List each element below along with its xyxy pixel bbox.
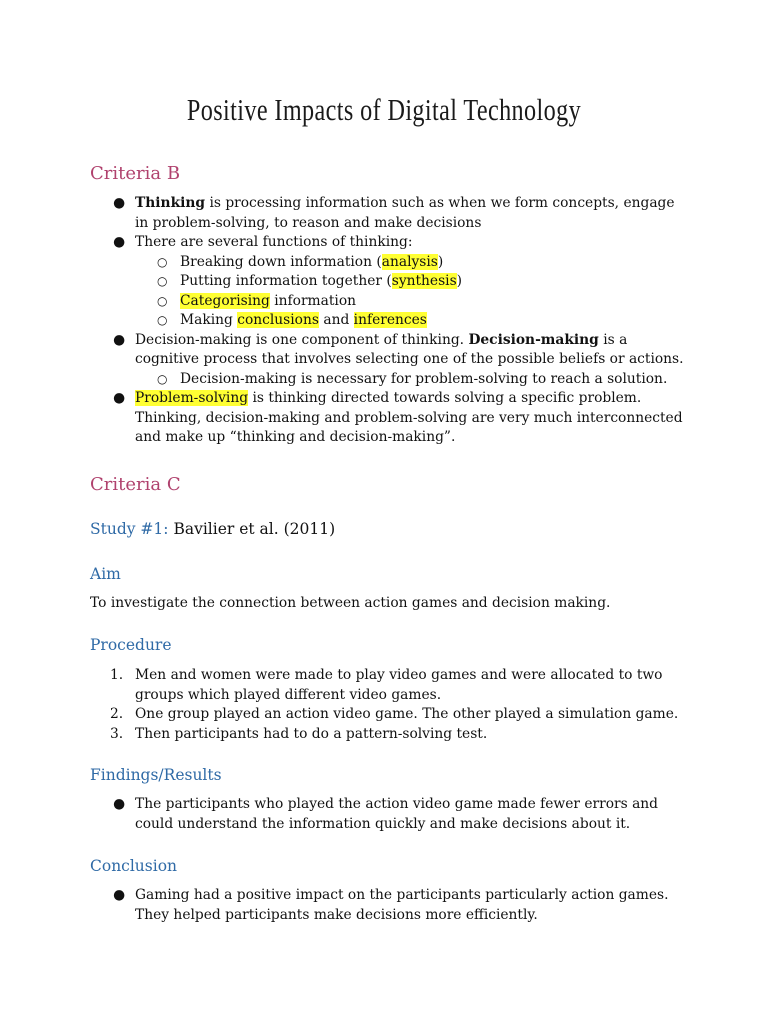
aim-heading: Aim: [90, 565, 121, 583]
study-name: Bavilier et al. (2011): [173, 520, 336, 538]
list-item-text: Decision-making is necessary for problem-solving to reach a solution.: [180, 370, 668, 387]
list-number: 2.: [110, 706, 124, 722]
term-bold: Decision-making: [468, 331, 599, 348]
procedure-list: [90, 666, 690, 744]
conclusion-heading: Conclusion: [90, 857, 178, 875]
bullet-icon: ●: [113, 796, 126, 812]
findings-list: [90, 795, 690, 834]
list-item-text: The participants who played the action video game made fewer errors and could understand the information quickly and make decisions about it.: [135, 796, 659, 832]
sub-list-item: [90, 292, 690, 312]
list-item: [90, 194, 690, 233]
list-item-text: Gaming had a positive impact on the participants particularly action games. They helped participants make decisions more efficiently.: [135, 887, 669, 923]
list-item-text: Then participants had to do a pattern-solving test.: [135, 725, 488, 742]
highlighted-term: Problem-solving: [135, 390, 249, 406]
list-item: [90, 886, 690, 925]
list-item-text: Making: [180, 312, 238, 328]
criteria-c-heading: Criteria C: [90, 474, 181, 495]
list-item: [90, 705, 690, 725]
hollow-bullet-icon: ○: [157, 313, 168, 327]
criteria-b-heading: Criteria B: [90, 163, 181, 184]
list-item: [90, 795, 690, 834]
list-item-text: There are several functions of thinking:: [135, 234, 413, 250]
procedure-heading: Procedure: [90, 636, 172, 654]
list-number: 1.: [110, 667, 124, 683]
hollow-bullet-icon: ○: [157, 274, 168, 288]
list-item-text: ): [437, 253, 444, 270]
list-item: [90, 725, 690, 745]
list-item-text: and: [318, 312, 354, 328]
list-item: [90, 666, 690, 705]
bullet-icon: ●: [113, 331, 126, 348]
study-heading: [90, 520, 335, 538]
criteria-b-list: [90, 194, 690, 448]
study-label: Study #1:: [90, 520, 169, 538]
list-item-text: is processing information such as when we form concepts, engage in problem-solving, to reason and make decisions: [135, 195, 675, 231]
list-item: [90, 331, 690, 370]
term-bold: Thinking: [135, 195, 206, 211]
highlighted-term: synthesis: [391, 273, 457, 289]
hollow-bullet-icon: ○: [157, 254, 168, 269]
sub-list-item: [90, 370, 690, 390]
bullet-icon: ●: [113, 234, 126, 250]
list-item-text: Putting information together (: [180, 273, 392, 289]
page-title: Positive Impacts of Digital Technology: [186, 92, 582, 127]
sub-list-item: [90, 311, 690, 331]
highlighted-term: Categorising: [180, 292, 270, 309]
highlighted-term: conclusions: [237, 312, 319, 328]
highlighted-term: analysis: [381, 253, 438, 270]
list-item-text: information: [269, 292, 357, 309]
list-item-text: Men and women were made to play video games and were allocated to two groups which played different video games.: [135, 667, 663, 703]
sub-list-item: [90, 253, 690, 273]
bullet-icon: ●: [113, 390, 126, 406]
list-item-text: is a cognitive process that involves selecting one of the possible beliefs or actions.: [135, 331, 684, 367]
sub-list-item: [90, 272, 690, 292]
list-number: 3.: [110, 725, 124, 742]
conclusion-list: [90, 886, 690, 925]
list-item-text: Decision-making is one component of thinking.: [135, 331, 469, 348]
hollow-bullet-icon: ○: [157, 371, 168, 386]
bullet-icon: ●: [113, 195, 126, 211]
highlighted-term: inferences: [353, 312, 427, 328]
list-item-text: Breaking down information (: [180, 253, 382, 270]
list-item: [90, 389, 690, 448]
findings-heading: Findings/Results: [90, 766, 222, 784]
list-item-text: One group played an action video game. The other played a simulation game.: [135, 706, 679, 722]
hollow-bullet-icon: ○: [157, 293, 168, 308]
list-item-text: is thinking directed towards solving a specific problem. Thinking, decision-making and problem-solving are very much interconnected and make up “thinking and decision-making”.: [135, 390, 683, 445]
list-item-text: ): [456, 273, 463, 289]
aim-text: To investigate the connection between action games and decision making.: [90, 595, 611, 611]
bullet-icon: ●: [113, 887, 126, 903]
list-item: [90, 233, 690, 253]
